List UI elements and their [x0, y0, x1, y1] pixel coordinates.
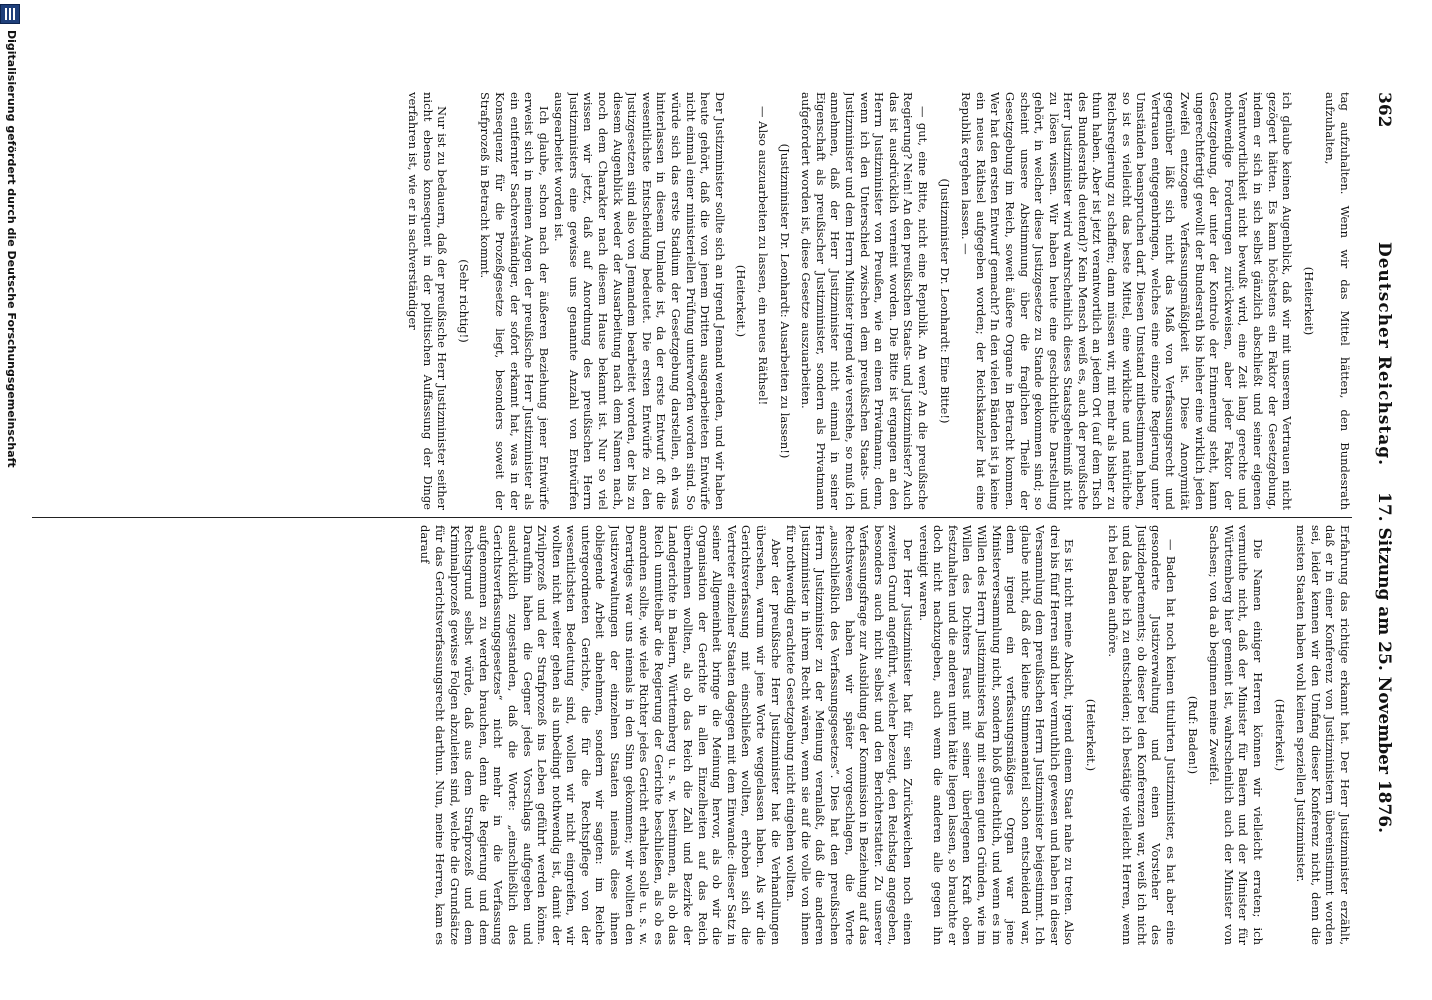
paragraph: Es ist nicht meine Absicht, irgend einem Staat nahe zu treten. Also drei bis fünf Herren sind hier vermuthlich gewesen und haben in dieser Versammlung dem preußischen Herrn Justizminister beigestimmt. Ich glaube nicht, daß der kleine Stimmenanteil schon entscheidend war, denn irgend ein verfassungsmäßiges Organ war jene Ministerversammlung nicht, sondern bloß gutachtlich, und wenn es im Willen des Herrn Justizministers lag mit seinen guten Gründen, wie im Willen des Dichters Faust mit seiner überlegenen Kraft oben festzuhalten und die anderen unten hätte liegen lassen, so brauchte er doch nicht nachzugeben, auch wenn die anderen alle gegen ihn vereinigt waren. — [916, 525, 1077, 945]
digitization-credit: Digitalisierung gefördert durch die Deutsche Forschungsgemeinschaft — [5, 30, 18, 468]
left-column — [27, 92, 1352, 510]
running-title: Deutscher Reichstag. — [1374, 242, 1394, 467]
paragraph: — Baden hat noch keinen titulirten Justizminister, es hat aber eine gesonderte Justizverwaltung und einen Vorsteher des Justizdepartements; ob dieser bei den Konferenzen war, weiß ich nicht und das habe ich zu entscheiden; ich bestätige vielleicht Herren, wenn ich bei Baden aufhöre. — [1105, 525, 1179, 945]
interjection: (Ruf: Baden!) — [1185, 695, 1200, 775]
interjection: (Sehr richtig!) — [456, 259, 471, 343]
right-column — [27, 525, 1352, 945]
page-footer — [0, 0, 20, 1000]
paragraph: Die Namen einiger Herren können wir vielleicht erraten; ich vermuthe nicht, daß der Minister für Baiern und der Minister für Württemberg hier gemeint ist, wahrscheinlich auch der Minister von Sachsen; von da ab beginnen meine Zweifel. — [1207, 525, 1266, 945]
paragraph: — Also auszuarbeiten zu lassen, ein neues Räthsel! — [756, 106, 771, 406]
paragraph: Der Justizminister sollte sich an irgend Jemand wenden, und wir haben heute gehört, daß die von jenem Dritten ausgearbeiteten Entwürfe nicht einmal einer ministeriellen Prüfung unterworfen worden sind. So würde sich das erste Stadium der Gesetzgebung darstellen, eh was hinterlassen in diesem Umlande ist, da der erste Entwurf oft die wesentlichste Entscheidung bedeutet. Die ersten Entwürfe zu den Justizgesetzen sind also von Jemandem bearbeitet worden, der bis zu diesem Augenblick weder der Ausarbeitung nach dem Namen nach, noch dem Charakter nach diesem Hause bekannt ist. Nur so viel wissen wir jetzt, daß auf Anordnung des preußischen Herrn Justizministers eine gewisse uns genannte Anzahl von Entwürfen ausgearbeitet worden ist. — [552, 92, 727, 510]
paragraph: Erfahrung das richtige erkannt hat. Der Herr Justizminister erzählt, daß er in einer Konferenz von Justizministern übereinstimmt worden sei, leider kennen wir den Umfang dieser Konferenz nicht, denn die meisten Staaten haben wohl keinen speziellen Justizminister. — [1294, 525, 1352, 945]
paragraph: tag aufzuhalten. Wenn wir das Mittel hätten, den Bundesrath aufzuhalten, — [1323, 92, 1352, 510]
paragraph: — gut, eine Bitte, nicht eine Republik. An wen? An die preußische Regierung? Nein! An den preußischen Staats- und Justizminister? Auch das ist ausdrücklich verneint worden. Die Bitte ist ergangen an den Herrn Justizminister von Preußen, wie an einen Privatmann; denn, wenn ich den Unterschied zwischen dem preußischen Staats- und Justizminister und dem Herrn Minister irgend wie verstehe, so muß ich annehmen, daß der Herr Justizminister nicht einmal in seiner Eigenschaft als preußischer Justizminister, sondern als Privatmann aufgefordert worden ist, diese Gesetze auszuarbeiten. — [799, 92, 930, 510]
interjection: (Heiterkeit) — [1301, 266, 1316, 336]
paragraph: Ich glaube, schon nach der äußeren Beziehung jener Entwürfe erweist sich in meinen Augen der preußische Herr Justizminister als ein entfernter Sachverständiger, der sofort erkannt hat, was in der Konsequenz für die Prozeßgesetze liegt, besonders soweit der Strafprozeß in Betracht kommt. — [478, 92, 551, 510]
paragraph: ich glaube keinen Augenblick, daß wir mit unserem Vertrauen nicht gezögert hätten. Es kann höchstens ein Faktor der Gesetzgebung, indem er sich in sich selbst gänzlich abschließt und seiner eigenen Verantwortlichkeit nicht bewußt wird, eine Zeit lang gerechte und nothwendige Forderungen zurückweisen, aber jeder Faktor der Gesetzgebung, der unter der Kontrole der Erinnerung steht, kann ungerechtfertigt gewollt der Bundesrath bis hieher eine wirklich jeden Zweifel entzogene Verfassungsmäßigkeit ist. Diese Anonymität gegenüber läßt sich nicht das Maß von Verfassungsrecht und Vertrauen entgegenbringen, welches eine einzelne Regierung unter Umständen beanspruchen darf. Diesen Umstand mitbestimmen haben, so ist es vielleicht das beste Mittel, eine wirkliche und natürliche Reichsregierung zu schaffen; dann müssen wir, mit mehr als bisher zu thun haben. Aber ist jetzt verantwortlich an jedem Ort (auf dem Tisch des Bundesraths deutend)? Kein Mensch weiß es, auch der preußische Herr Justizminister wird wahrscheinlich dieses Staatsgeheimniß nicht zu lösen wissen. Wir haben heute eine geschichtliche Darstellung gehört, in welcher diese Justizgesetze zu Stande gekommen sind; so scheint unsere Abstimmung über die fraglichen Theile der Gesetzgebung im Reich, soweit äußere Organe in Betracht kommen. Wer hat den ersten Entwurf gemacht? In den vielen Bänden ist ja keine ein neues Räthsel aufgegeben worden; der Reichskanzler hat eine Republik ergehen lassen. — — [959, 92, 1295, 510]
paragraph: Der Herr Justizminister hat für sein Zurückweichen noch einen zweiten Grund angeführt, welcher bezeugt, den Reichstag angegeben, besonders auch nicht selbst und den Berichterstatter. Zu unserer Verfassungsfrage zur Ausbildung der Kommission in Beziehung auf das Rechtswesen haben wir später vorgeschlagen, die Worte „ausschließlich des Verfassungsgesetzes“. Dies hat den preußischen Herrn Justizminister zu der Meinung veranlaßt, daß die anderen Justizminister in ihrem Recht wären, wenn sie auf die volle von ihnen für nothwendig erachtete Gesetzgebung nicht eingehen wollten. — [784, 525, 915, 945]
interjection: (Justizminister Dr. Leonhardt: Eine Bitte!) — [937, 178, 952, 424]
interjection: (Justizminister Dr. Leonhardt: Ausarbeiten zu lassen!) — [777, 143, 792, 459]
page-number: 362 — [1374, 92, 1394, 128]
dfg-logo-icon — [0, 4, 20, 24]
interjection: (Heiterkeit.) — [1084, 698, 1099, 772]
interjection: (Heiterkeit.) — [1272, 698, 1287, 772]
paragraph: Nur ist zu bedauern, daß der preußische Herr Justizminister seither nicht ebenso konsequent in der politischen Auffassung der Dinge verfahren ist, wie er in sachverständiger — [405, 92, 450, 510]
paragraph: Aber der preußische Herr Justizminister hat die Verhandlungen übersehen, warum wir jene Worte weggelassen haben. Als wir die Gerichtsverfassung mit einschließen wollten, erhoben sich die Vertreter einzelner Staaten dagegen mit dem Einwande: dieser Satz in seiner Allgemeinheit bringe die Meinung hervor, als ob wir die Organisation der Gerichte in allen Einzelheiten auf das Reich übernehmen wollten, als ob das Reich die Zahl und Bezirke der Landgerichte in Baiern, Württemberg u. s. w. bestimmen, als ob das Reich unmittelbar die Regierung der Gerichte beschließen, als ob es anordnen sollte, wie viele Richter jedes Gericht erhalten solle u. s. w. Derartiges war uns niemals in den Sinn gekommen; wir wollten den Justizverwaltungen der einzelnen Staaten niemals diese ihnen obliegende Arbeit abnehmen, sondern wir sagten: im Reiche untergeordneten Gerichte, die für die Rechtspflege von der wesentlichsten Bedeutung sind, wollen wir nicht eingreifen, wir wollten nicht weiter gehen als unbedingt nothwendig ist, damit der Zivilprozeß und der Strafprozeß ins Leben geführt werden könne. Daraufhin haben die Gegner jedes Vorschlags aufgegeben und ausdrücklich zugestanden, daß die Worte: „einschließlich des Gerichtsverfassungsgesetzes“ nicht mehr in die Verfassung aufgenommen zu werden brauchen, denn die Regierung und dem Rechtsgrund selbst würde, daß aus dem Strafprozeß und dem Kriminalprozeß gewisse Folgen abzuleiten sind, welche die Grundsätze für das Gerichtsverfassungsrecht darthun. Nun, meine Herren, kam es darauf — [418, 525, 783, 945]
page-header — [1364, 92, 1394, 922]
interjection: (Heiterkeit.) — [734, 264, 749, 338]
session-line: 17. Sitzung am 25. November 1876. — [1374, 492, 1394, 834]
column-divider — [32, 517, 1352, 518]
